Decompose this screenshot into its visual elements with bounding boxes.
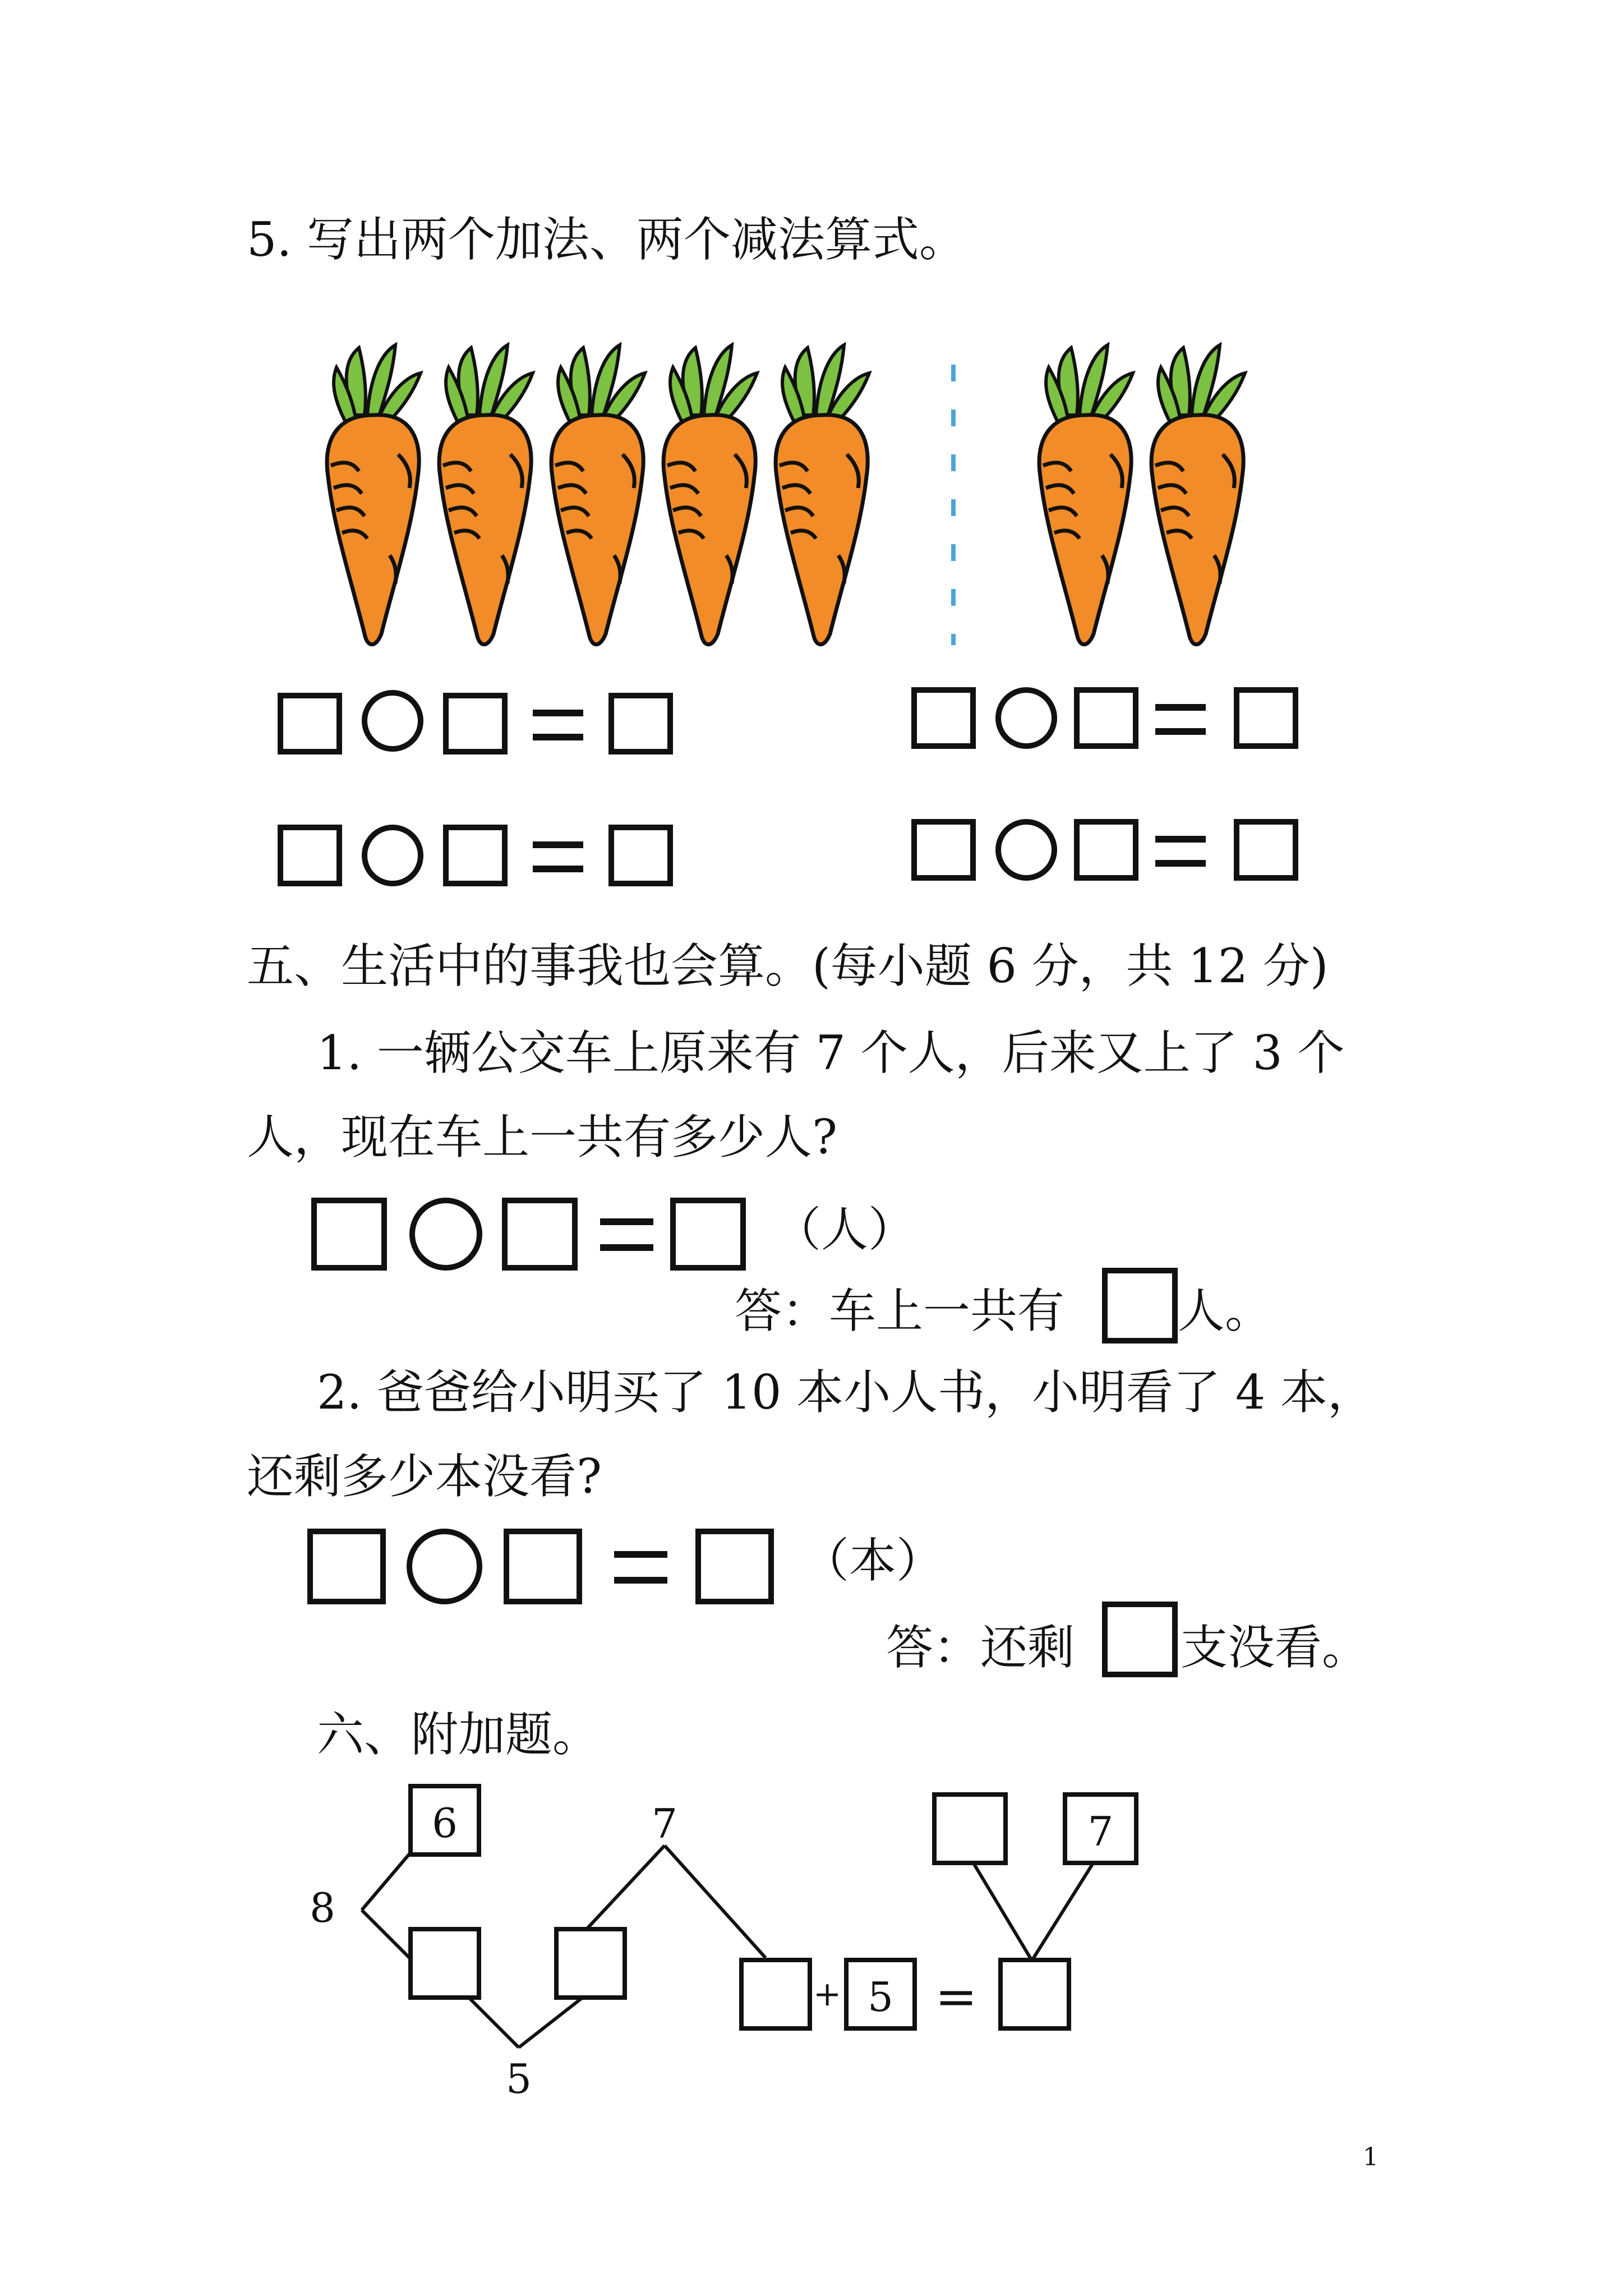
answer-box[interactable] [408, 1927, 481, 2000]
question-2-unit: （本） [802, 1533, 944, 1588]
question-2-answer-prefix: 答：还剩 [886, 1620, 1075, 1675]
number-7-top: 7 [652, 1800, 677, 1847]
number-6: 6 [432, 1800, 458, 1847]
section-5-heading: 五、生活中的事我也会算。(每小题 6 分，共 12 分) [247, 938, 1329, 993]
question-1-unit: （人） [774, 1202, 916, 1257]
answer-box[interactable] [998, 1958, 1071, 2031]
question-5-title: 5. 写出两个加法、两个减法算式。 [247, 212, 966, 267]
box-6 [408, 1784, 481, 1857]
number-5-bottom: 5 [506, 2055, 532, 2102]
question-2-line-2: 还剩多少本没看? [247, 1449, 602, 1504]
question-1-answer-prefix: 答：车上一共有 [735, 1283, 1065, 1338]
equals-symbol: = [935, 1967, 978, 2026]
section-6-heading: 六、附加题。 [317, 1707, 600, 1762]
question-1-line-1: 1. 一辆公交车上原来有 7 个人，后来又上了 3 个 [317, 1025, 1345, 1080]
question-2-line-1: 2. 爸爸给小明买了 10 本小人书，小明看了 4 本， [317, 1365, 1375, 1420]
box-5 [844, 1958, 917, 2031]
number-5-in-box: 5 [868, 1973, 893, 2021]
answer-box[interactable] [739, 1958, 812, 2031]
question-1-answer-suffix: 人。 [1178, 1283, 1272, 1338]
question-2-answer-suffix: 支没看。 [1181, 1620, 1370, 1675]
plus-sign: + [813, 1975, 842, 2014]
question-1-line-2: 人，现在车上一共有多少人? [247, 1110, 838, 1165]
page-number: 1 [1363, 2143, 1378, 2171]
answer-box[interactable] [932, 1792, 1008, 1865]
answer-box[interactable] [554, 1927, 627, 2000]
number-8: 8 [310, 1884, 335, 1931]
number-7-in-box: 7 [1087, 1808, 1114, 1855]
box-7 [1063, 1792, 1138, 1865]
